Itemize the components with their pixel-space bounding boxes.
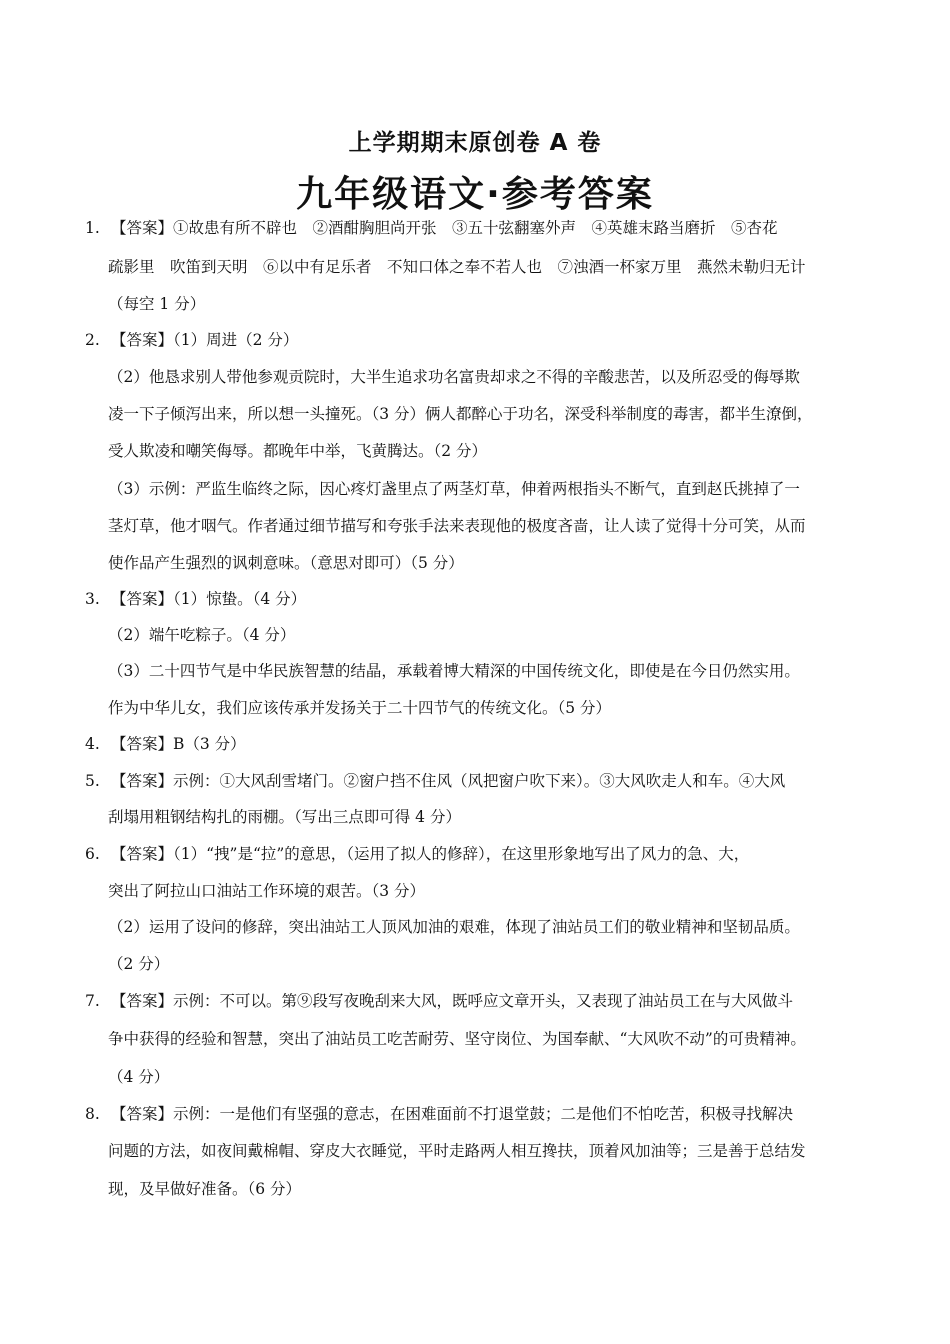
answer-line: 争中获得的经验和智慧，突出了油站员工吃苦耐劳、坚守岗位、为国奉献、“大风吹不动”的可贵精神。 bbox=[108, 1030, 806, 1048]
answer-line: 【答案】B（3 分） bbox=[111, 735, 246, 753]
exam-subtitle: 上学期期末原创卷 A 卷 bbox=[348, 130, 602, 156]
question-number: 2. bbox=[85, 331, 100, 349]
answer-line: （2 分） bbox=[108, 955, 170, 973]
answer-line: 茎灯草，他才咽气。作者通过细节描写和夸张手法来表现他的极度吝啬，让人读了觉得十分可笑，从而 bbox=[108, 517, 806, 535]
question-number: 8. bbox=[85, 1105, 100, 1123]
answer-line: 凌一下子倾泻出来，所以想一头撞死。（3 分）俩人都醉心于功名，深受科举制度的毒害，都半生潦倒， bbox=[108, 405, 813, 423]
question-number: 1. bbox=[85, 219, 100, 237]
answer-line: （每空 1 分） bbox=[108, 295, 206, 313]
question-number: 7. bbox=[85, 992, 100, 1010]
answer-line: 问题的方法，如夜间戴棉帽、穿皮大衣睡觉，平时走路两人相互搀扶，顶着风加油等；三是善于总结发 bbox=[108, 1142, 806, 1160]
answer-line: 【答案】（1）惊蛰。（4 分） bbox=[111, 590, 307, 608]
answer-line: 【答案】（1）周进（2 分） bbox=[111, 331, 299, 349]
answer-line: 作为中华儿女，我们应该传承并发扬关于二十四节气的传统文化。（5 分） bbox=[108, 699, 612, 717]
answer-line: 疏影里 吹笛到天明 ⑥以中有足乐者 不知口体之奉不若人也 ⑦浊酒一杯家万里 燕然未勒归无计 bbox=[108, 258, 806, 276]
question-number: 3. bbox=[85, 590, 100, 608]
question-number: 6. bbox=[85, 845, 100, 863]
question-number: 4. bbox=[85, 735, 100, 753]
answer-line: 使作品产生强烈的讽刺意味。（意思对即可）（5 分） bbox=[108, 554, 464, 572]
answer-line: 受人欺凌和嘲笑侮辱。都晚年中举，飞黄腾达。（2 分） bbox=[108, 442, 488, 460]
answer-line: 【答案】①故患有所不辟也 ②酒酣胸胆尚开张 ③五十弦翻塞外声 ④英雄末路当磨折 ⑤杏花 bbox=[111, 219, 778, 237]
answer-line: （2）端午吃粽子。（4 分） bbox=[108, 626, 296, 644]
answer-line: （3）二十四节气是中华民族智慧的结晶，承载着博大精深的中国传统文化，即使是在今日仍然实用。 bbox=[108, 662, 800, 680]
answer-line: （4 分） bbox=[108, 1068, 170, 1086]
answer-line: （2）他恳求别人带他参观贡院时，大半生追求功名富贵却求之不得的辛酸悲苦，以及所忍受的侮辱欺 bbox=[108, 368, 800, 386]
answer-line: 刮塌用粗钢结构扎的雨棚。（写出三点即可得 4 分） bbox=[108, 808, 461, 826]
question-number: 5. bbox=[85, 772, 100, 790]
page-title: 九年级语文·参考答案 bbox=[296, 174, 654, 215]
answer-line: 【答案】（1）“拽”是“拉”的意思，（运用了拟人的修辞），在这里形象地写出了风力的急、大， bbox=[111, 845, 750, 863]
answer-line: （2）运用了设问的修辞，突出油站工人顶风加油的艰难，体现了油站员工们的敬业精神和坚韧品质。 bbox=[108, 918, 800, 936]
answer-line: 【答案】示例：不可以。第⑨段写夜晚刮来大风，既呼应文章开头，又表现了油站员工在与大风做斗 bbox=[111, 992, 794, 1010]
answer-line: （3）示例：严监生临终之际，因心疼灯盏里点了两茎灯草，伸着两根指头不断气，直到赵氏挑掉了一 bbox=[108, 480, 800, 498]
answer-line: 突出了阿拉山口油站工作环境的艰苦。（3 分） bbox=[108, 882, 426, 900]
answer-line: 【答案】示例：①大风刮雪堵门。②窗户挡不住风（风把窗户吹下来）。③大风吹走人和车。④大风 bbox=[111, 772, 786, 790]
answer-line: 【答案】示例：一是他们有坚强的意志，在困难面前不打退堂鼓；二是他们不怕吃苦，积极寻找解决 bbox=[111, 1105, 794, 1123]
answer-line: 现，及早做好准备。（6 分） bbox=[108, 1180, 302, 1198]
